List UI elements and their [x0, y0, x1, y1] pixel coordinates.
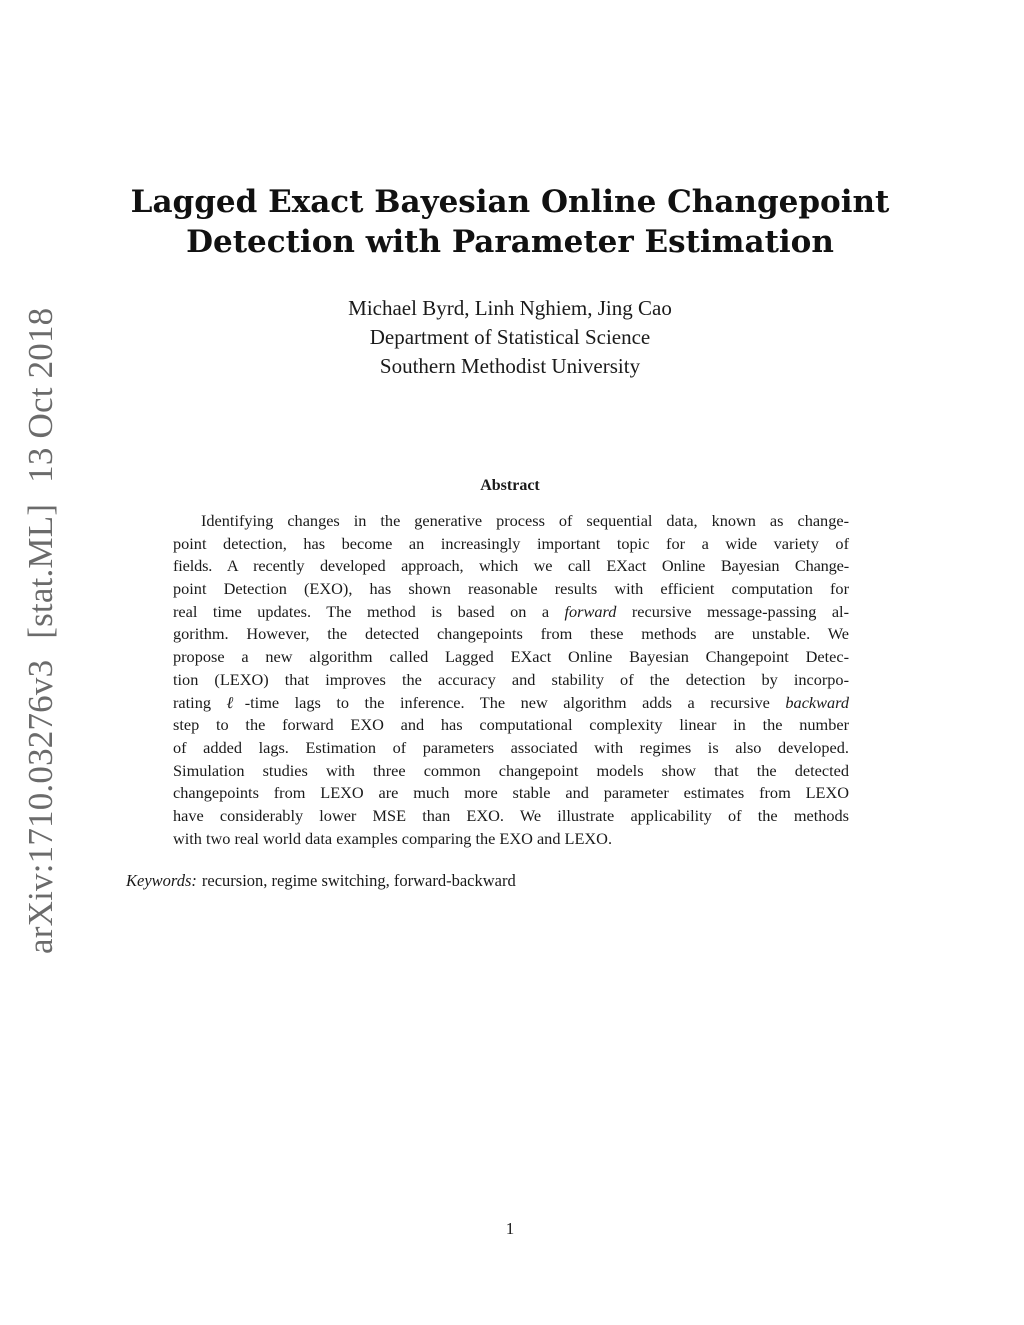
abstract-line: of added lags. Estimation of parameters associated with regimes is also developed. — [173, 737, 849, 757]
ell-symbol: ℓ — [226, 692, 245, 712]
arxiv-date: 13 Oct 2018 — [21, 307, 60, 483]
arxiv-identifier: arXiv:1710.03276v3 — [21, 659, 60, 954]
author-department: Department of Statistical Science — [369, 325, 651, 349]
arxiv-stamp — [21, 307, 61, 960]
abstract-line: gorithm. However, the detected changepoints from these methods are unstable. We — [173, 624, 849, 644]
arxiv-category: [stat.ML] — [21, 503, 60, 639]
paper-title — [110, 182, 910, 262]
title-line-1: Lagged Exact Bayesian Online Changepoint — [130, 184, 890, 220]
abstract-line: step to the forward EXO and has computational complexity linear in the number — [173, 715, 849, 735]
abstract-text: recursive message-passing al- — [616, 601, 849, 621]
abstract-line — [173, 692, 849, 715]
keywords-value: recursion, regime switching, forward-backward — [201, 871, 516, 890]
author-university: Southern Methodist University — [379, 354, 641, 378]
abstract-text: -time lags to the inference. The new algorithm adds a recursive — [244, 692, 786, 712]
abstract-emphasis-backward: backward — [785, 692, 850, 712]
abstract-line: with two real world data examples comparing the EXO and LEXO. — [173, 828, 613, 848]
abstract-text: rating — [173, 692, 227, 712]
title-line-2: Detection with Parameter Estimation — [186, 224, 834, 260]
abstract-line: tion (LEXO) that improves the accuracy and stability of the detection by incorpo- — [173, 669, 849, 689]
page-number: 1 — [505, 1219, 515, 1238]
abstract-line: Identifying changes in the generative process of sequential data, known as change- — [201, 511, 849, 530]
abstract-line: changepoints from LEXO are much more stable and parameter estimates from LEXO — [173, 783, 849, 803]
abstract-line: point Detection (EXO), has shown reasonable results with efficient computation for — [173, 579, 849, 599]
abstract-emphasis-forward: forward — [564, 601, 617, 621]
keywords — [126, 870, 826, 892]
abstract-line: propose a new algorithm called Lagged EXact Online Bayesian Changepoint Detec- — [173, 647, 849, 667]
author-block — [210, 294, 810, 381]
keywords-label: Keywords: — [126, 871, 197, 890]
abstract-line: Simulation studies with three common changepoint models show that the detected — [173, 760, 849, 780]
abstract-line: fields. A recently developed approach, which we call EXact Online Bayesian Change- — [173, 556, 849, 576]
abstract-line: point detection, has become an increasingly important topic for a wide variety of — [173, 533, 849, 553]
abstract-line: have considerably lower MSE than EXO. We illustrate applicability of the methods — [173, 805, 849, 825]
abstract-line — [173, 601, 849, 624]
abstract-text: real time updates. The method is based on a — [173, 601, 565, 621]
author-names: Michael Byrd, Linh Nghiem, Jing Cao — [348, 296, 672, 320]
abstract-body — [173, 510, 849, 850]
abstract-heading: Abstract — [480, 477, 540, 494]
